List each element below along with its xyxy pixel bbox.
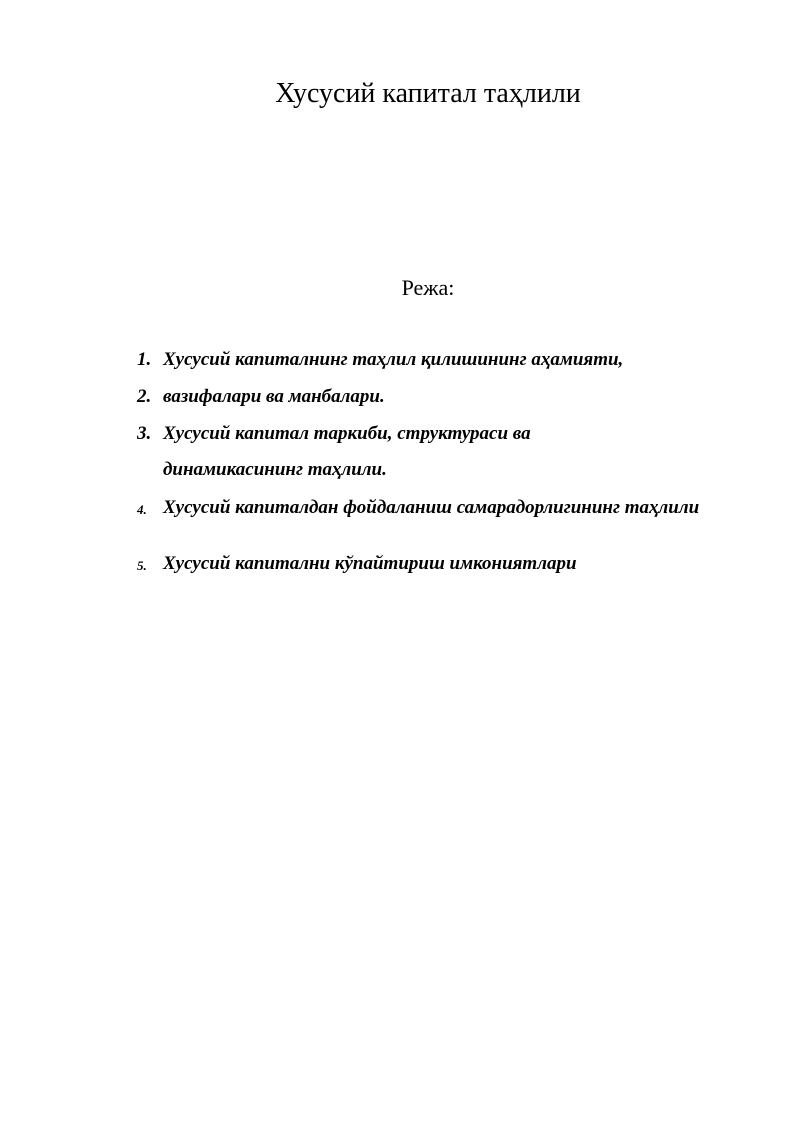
plan-heading: Режа:	[401, 275, 455, 300]
plan-item-number: 5.	[137, 558, 147, 573]
plan-item-number: 1.	[137, 349, 152, 370]
plan-item-text: Хусусий капитални кўпайтириш имкониятлари	[163, 553, 577, 574]
plan-item-number: 3.	[137, 423, 152, 444]
plan-item-text: Хусусий капиталдан фойдаланиш самарадорлигининг таҳлили	[163, 497, 700, 518]
document-title: Хусусий капитал таҳлили	[275, 78, 581, 109]
plan-item-number: 2.	[137, 386, 152, 407]
plan-item-text: Хусусий капитал таркиби, структураси ва динамикасининг таҳлили.	[163, 423, 531, 480]
plan-item-text: Хусусий капиталнинг таҳлил қилишининг аҳамияти,	[163, 349, 624, 370]
plan-item-number: 4.	[137, 502, 147, 517]
plan-item-text: вазифалари ва манбалари.	[163, 386, 385, 407]
